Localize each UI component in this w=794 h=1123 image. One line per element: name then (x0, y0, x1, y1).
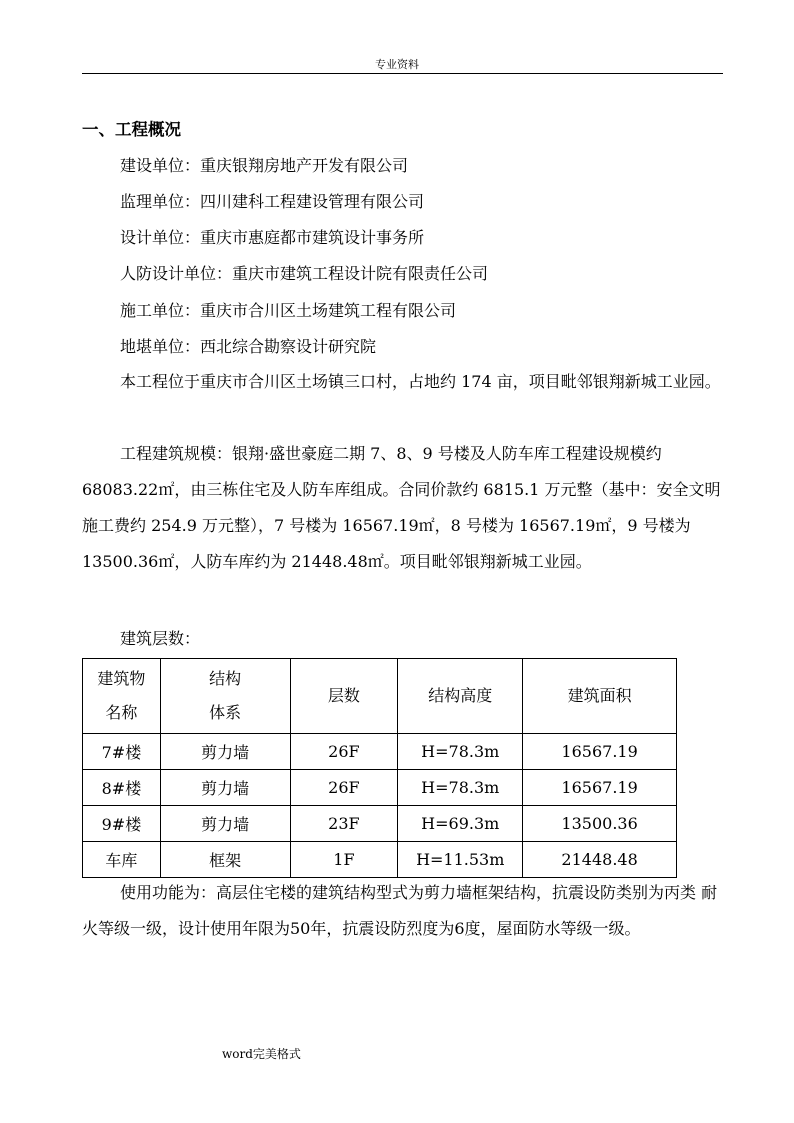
scale-text: 工程建筑规模：银翔·盛世豪庭二期 7、8、9 号楼及人防车库工程建设规模约 68083.22㎡，由三栋住宅及人防车库组成。合同价款约 6815.1 万元整（基中：安全文明施工费约 254.9 万元整），7 号楼为 16567.19㎡，8 号楼为 16567.19㎡，9 号楼为 13500.36㎡，人防车库约为 21448.48㎡。项目毗邻银翔新城工业园。 (82, 444, 721, 571)
table-row (83, 806, 677, 842)
table-cell: 剪力墙 (160, 734, 290, 770)
floors-label: 建筑层数： (120, 629, 201, 648)
table-cell: 16567.19 (523, 770, 677, 806)
header-rule (82, 73, 723, 74)
table-cell: 剪力墙 (160, 806, 290, 842)
header-cell-building: 建筑物 名称 (83, 659, 161, 734)
function-text: 使用功能为：高层住宅楼的建筑结构型式为剪力墙框架结构，抗震设防类别为丙类 耐火等级一级，设计使用年限为50年，抗震设防烈度为6度，屋面防水等级一级。 (82, 883, 718, 938)
function-paragraph (82, 875, 723, 947)
table-cell: 1F (290, 842, 398, 878)
table-cell: 26F (290, 770, 398, 806)
table-cell: 7#楼 (83, 734, 161, 770)
designer-line: 设计单位：重庆市惠庭都市建筑设计事务所 (120, 228, 425, 247)
table-cell: 9#楼 (83, 806, 161, 842)
constructor-line: 施工单位：重庆市合川区土场建筑工程有限公司 (120, 301, 457, 320)
page-header: 专业资料 (375, 58, 419, 71)
location-text: 本工程位于重庆市合川区土场镇三口村，占地约 174 亩，项目毗邻银翔新城工业园。 (120, 372, 721, 391)
page-footer: word完美格式 (222, 1047, 301, 1061)
header-cell-structure: 结构 体系 (160, 659, 290, 734)
table-cell: 26F (290, 734, 398, 770)
survey-line: 地堪单位：西北综合勘察设计研究院 (120, 337, 377, 356)
section-title: 一、工程概况 (82, 120, 181, 139)
floors-table (82, 658, 677, 878)
table-cell: 21448.48 (523, 842, 677, 878)
table-row (83, 770, 677, 806)
table-cell: H=78.3m (398, 770, 523, 806)
table-row (83, 734, 677, 770)
table-cell: H=78.3m (398, 734, 523, 770)
table-cell: 框架 (160, 842, 290, 878)
table-cell: 车库 (83, 842, 161, 878)
header-cell-floors: 层数 (290, 659, 398, 734)
table-header-row (83, 659, 677, 734)
header-cell-height: 结构高度 (398, 659, 523, 734)
table-cell: H=69.3m (398, 806, 523, 842)
builder-line: 建设单位：重庆银翔房地产开发有限公司 (120, 156, 409, 175)
table-cell: 16567.19 (523, 734, 677, 770)
table-cell: 13500.36 (523, 806, 677, 842)
civil-defense-designer-line: 人防设计单位：重庆市建筑工程设计院有限责任公司 (120, 264, 489, 283)
scale-paragraph (82, 436, 723, 580)
location-paragraph (82, 364, 723, 400)
supervisor-line: 监理单位：四川建科工程建设管理有限公司 (120, 192, 425, 211)
table-cell: 8#楼 (83, 770, 161, 806)
table-cell: 剪力墙 (160, 770, 290, 806)
table-row (83, 842, 677, 878)
table-cell: H=11.53m (398, 842, 523, 878)
header-cell-area: 建筑面积 (523, 659, 677, 734)
table-cell: 23F (290, 806, 398, 842)
